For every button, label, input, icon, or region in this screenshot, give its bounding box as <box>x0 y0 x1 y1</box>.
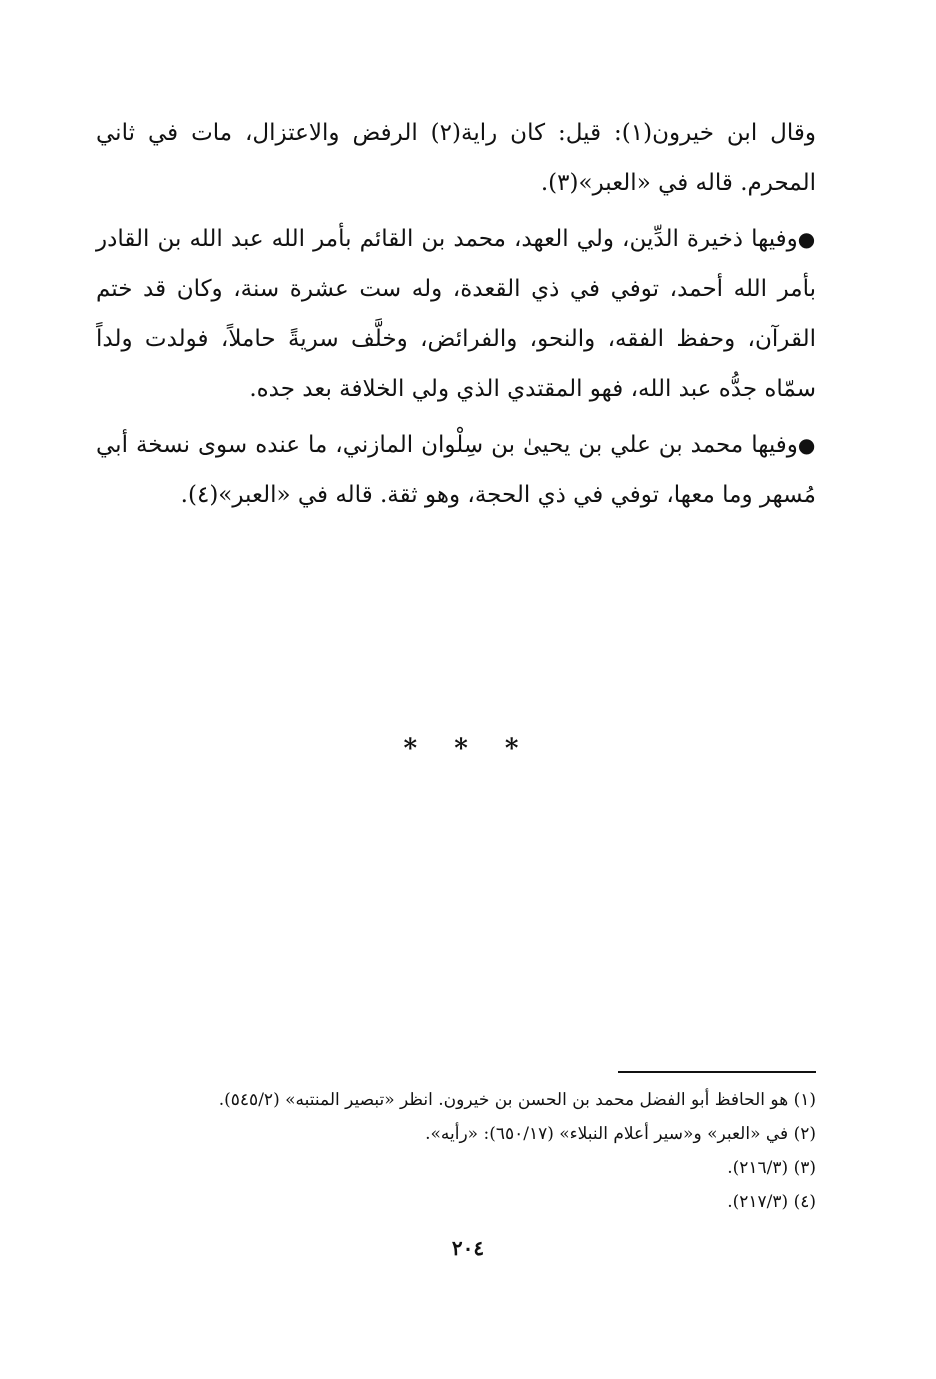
paragraph-ibn-khayrun <box>96 108 816 208</box>
footnote-2: (٢) في «العبر» و«سير أعلام النبلاء» (٦٥٠/١٧): «رأيه». <box>425 1124 816 1144</box>
paragraph-al-mazini <box>96 420 816 520</box>
paragraph-text: وفيها ذخيرة الدِّين، ولي العهد، محمد بن القائم بأمر الله عبد الله بن القادر بأمر الله أحمد، توفي في ذي القعدة، وله ست عشرة سنة، وكان قد ختم القرآن، وحفظ الفقه، والنحو، والفرائض، وخلَّف سريةً حاملاً، فولدت ولداً سمّاه جدُّه عبد الله، فهو المقتدي الذي ولي الخلافة بعد جده. <box>96 226 816 402</box>
footnote-3: (٣) (٢١٦/٣). <box>727 1158 816 1178</box>
paragraph-text: وقال ابن خيرون(١): قيل: كان راية(٢) الرفض والاعتزال، مات في ثاني المحرم. قاله في «العبر»(٣). <box>96 120 816 196</box>
paragraph-dhakhirat-al-din <box>96 214 816 414</box>
footnotes <box>96 1083 816 1219</box>
footnote-1: (١) هو الحافظ أبو الفضل محمد بن الحسن بن خيرون. انظر «تبصير المنتبه» (٥٤٥/٢). <box>218 1090 816 1110</box>
page-number: ٢٠٤ <box>451 1236 485 1260</box>
main-text <box>96 108 816 526</box>
section-separator: * * * <box>403 734 533 764</box>
paragraph-text: وفيها محمد بن علي بن يحيىٰ بن سِلْوان المازني، ما عنده سوى نسخة أبي مُسهر وما معها، توفي في ذي الحجة، وهو ثقة. قاله في «العبر»(٤). <box>96 432 816 508</box>
bullet-icon: ● <box>797 433 817 457</box>
bullet-icon: ● <box>797 227 816 251</box>
footnote-divider <box>618 1071 816 1073</box>
footnote-4: (٤) (٢١٧/٣). <box>727 1192 816 1212</box>
